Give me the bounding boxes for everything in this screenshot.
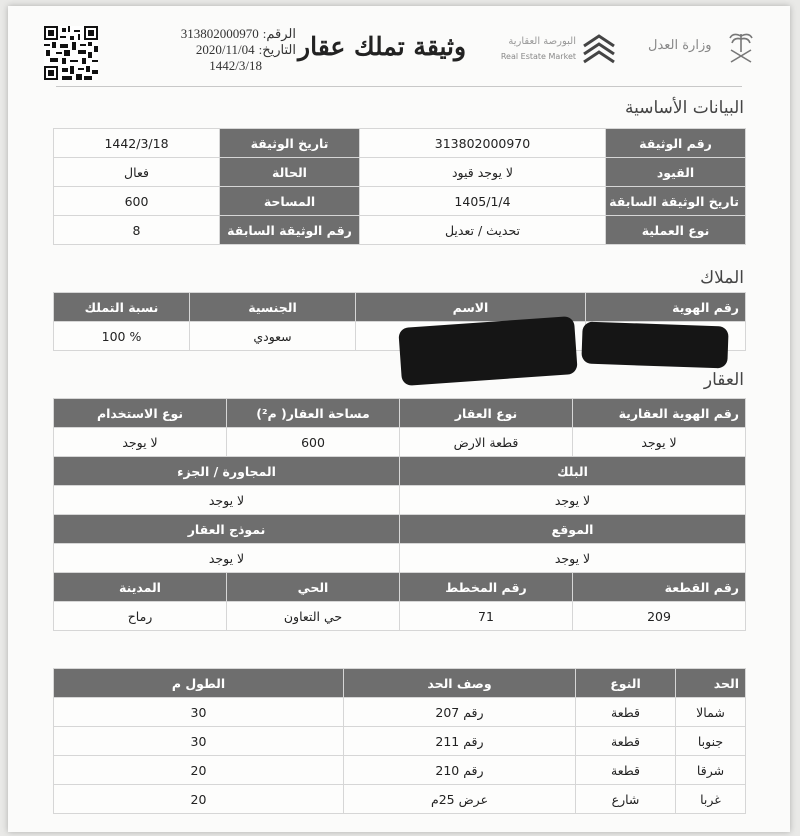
basic-label: القيود: [606, 158, 746, 187]
plot-number: 209: [573, 602, 746, 631]
neighbor-header: المجاورة / الجزء: [54, 457, 400, 486]
column-header: الاسم: [356, 293, 586, 322]
column-header: وصف الحد: [344, 669, 576, 698]
qr-code-icon: [44, 26, 98, 80]
column-header: الحد: [676, 669, 746, 698]
basic-label: نوع العملية: [606, 216, 746, 245]
bound-type: قطعة: [576, 756, 676, 785]
basic-value: 1442/3/18: [54, 129, 220, 158]
hijri-date: 1442/3/18: [209, 58, 262, 73]
table-header-row: [54, 515, 746, 544]
market-logo-ar: البورصة العقارية: [508, 36, 576, 47]
table-row: [54, 187, 746, 216]
redaction-mark: [398, 316, 578, 386]
bounds-table: [53, 668, 746, 814]
owner-nationality: سعودي: [190, 322, 356, 351]
basic-value: لا يوجد قيود: [360, 158, 606, 187]
document-meta: [146, 26, 296, 74]
table-row: [54, 158, 746, 187]
table-row: [54, 698, 746, 727]
neighbor-value: لا يوجد: [54, 486, 400, 515]
column-header: الحي: [227, 573, 400, 602]
column-header: نوع الاستخدام: [54, 399, 227, 428]
property-value: لا يوجد: [573, 428, 746, 457]
block-value: لا يوجد: [400, 486, 746, 515]
bound-direction: غربا: [676, 785, 746, 814]
property-table: [53, 398, 746, 631]
document-title: وثيقة تملك عقار: [298, 32, 467, 61]
owners-section-title: الملاك: [700, 268, 744, 288]
table-row: [54, 785, 746, 814]
location-value: لا يوجد: [400, 544, 746, 573]
table-row: [54, 727, 746, 756]
model-value: لا يوجد: [54, 544, 400, 573]
redaction-mark: [581, 321, 728, 368]
property-section-title: العقار: [703, 370, 744, 390]
bound-length: 20: [54, 785, 344, 814]
table-header-row: [54, 573, 746, 602]
basic-value: 600: [54, 187, 220, 216]
ministry-logo: [648, 28, 758, 72]
table-row: [54, 428, 746, 457]
bound-type: قطعة: [576, 698, 676, 727]
basic-value: 313802000970: [360, 129, 606, 158]
document-page: [8, 6, 790, 832]
model-header: نموذج العقار: [54, 515, 400, 544]
basic-value: تحديث / تعديل: [360, 216, 606, 245]
table-row: [54, 544, 746, 573]
column-header: نوع العقار: [400, 399, 573, 428]
table-row: [54, 129, 746, 158]
property-value: 600: [227, 428, 400, 457]
column-header: المدينة: [54, 573, 227, 602]
bound-direction: شمالا: [676, 698, 746, 727]
column-header: نسبة التملك: [54, 293, 190, 322]
district: حي التعاون: [227, 602, 400, 631]
table-row: [54, 756, 746, 785]
property-value: قطعة الارض: [400, 428, 573, 457]
number-value: 313802000970: [180, 26, 259, 41]
bound-description: رقم 207: [344, 698, 576, 727]
property-value: لا يوجد: [54, 428, 227, 457]
basic-value: 1405/1/4: [360, 187, 606, 216]
plan-number: 71: [400, 602, 573, 631]
bound-description: رقم 211: [344, 727, 576, 756]
market-logo-icon: [580, 32, 618, 68]
header-divider: [56, 86, 742, 87]
basic-value: 8: [54, 216, 220, 245]
basic-label: المساحة: [220, 187, 360, 216]
basic-label: رقم الوثيقة: [606, 129, 746, 158]
date-value: 2020/11/04: [195, 42, 255, 57]
bound-direction: جنوبا: [676, 727, 746, 756]
bound-description: عرض 25م: [344, 785, 576, 814]
basic-label: الحالة: [220, 158, 360, 187]
bound-type: قطعة: [576, 727, 676, 756]
table-row: [54, 216, 746, 245]
number-label: الرقم:: [262, 26, 296, 41]
basic-label: تاريخ الوثيقة السابقة: [606, 187, 746, 216]
table-header-row: [54, 669, 746, 698]
column-header: الطول م: [54, 669, 344, 698]
city: رماح: [54, 602, 227, 631]
bound-length: 20: [54, 756, 344, 785]
date-label: التاريخ:: [258, 42, 296, 57]
column-header: رقم الهوية: [586, 293, 746, 322]
bound-length: 30: [54, 698, 344, 727]
column-header: الجنسية: [190, 293, 356, 322]
market-logo-en: Real Estate Market: [500, 52, 576, 61]
basic-data-table: [53, 128, 746, 245]
bound-description: رقم 210: [344, 756, 576, 785]
ministry-logo-text: وزارة العدل: [648, 38, 712, 53]
owner-share: 100 %: [54, 322, 190, 351]
basic-value: فعال: [54, 158, 220, 187]
palm-swords-emblem-icon: [724, 28, 758, 68]
column-header: رقم الهوية العقارية: [573, 399, 746, 428]
table-row: [54, 602, 746, 631]
bound-length: 30: [54, 727, 344, 756]
basic-label: رقم الوثيقة السابقة: [220, 216, 360, 245]
column-header: مساحة العقار( م²): [227, 399, 400, 428]
real-estate-market-logo: [500, 32, 618, 72]
table-header-row: [54, 293, 746, 322]
basic-label: تاريخ الوثيقة: [220, 129, 360, 158]
location-header: الموقع: [400, 515, 746, 544]
basic-section-title: البيانات الأساسية: [625, 98, 744, 118]
table-header-row: [54, 399, 746, 428]
table-header-row: [54, 457, 746, 486]
bound-type: شارع: [576, 785, 676, 814]
column-header: رقم المخطط: [400, 573, 573, 602]
column-header: رقم القطعة: [573, 573, 746, 602]
column-header: النوع: [576, 669, 676, 698]
block-header: البلك: [400, 457, 746, 486]
table-row: [54, 486, 746, 515]
bound-direction: شرقا: [676, 756, 746, 785]
